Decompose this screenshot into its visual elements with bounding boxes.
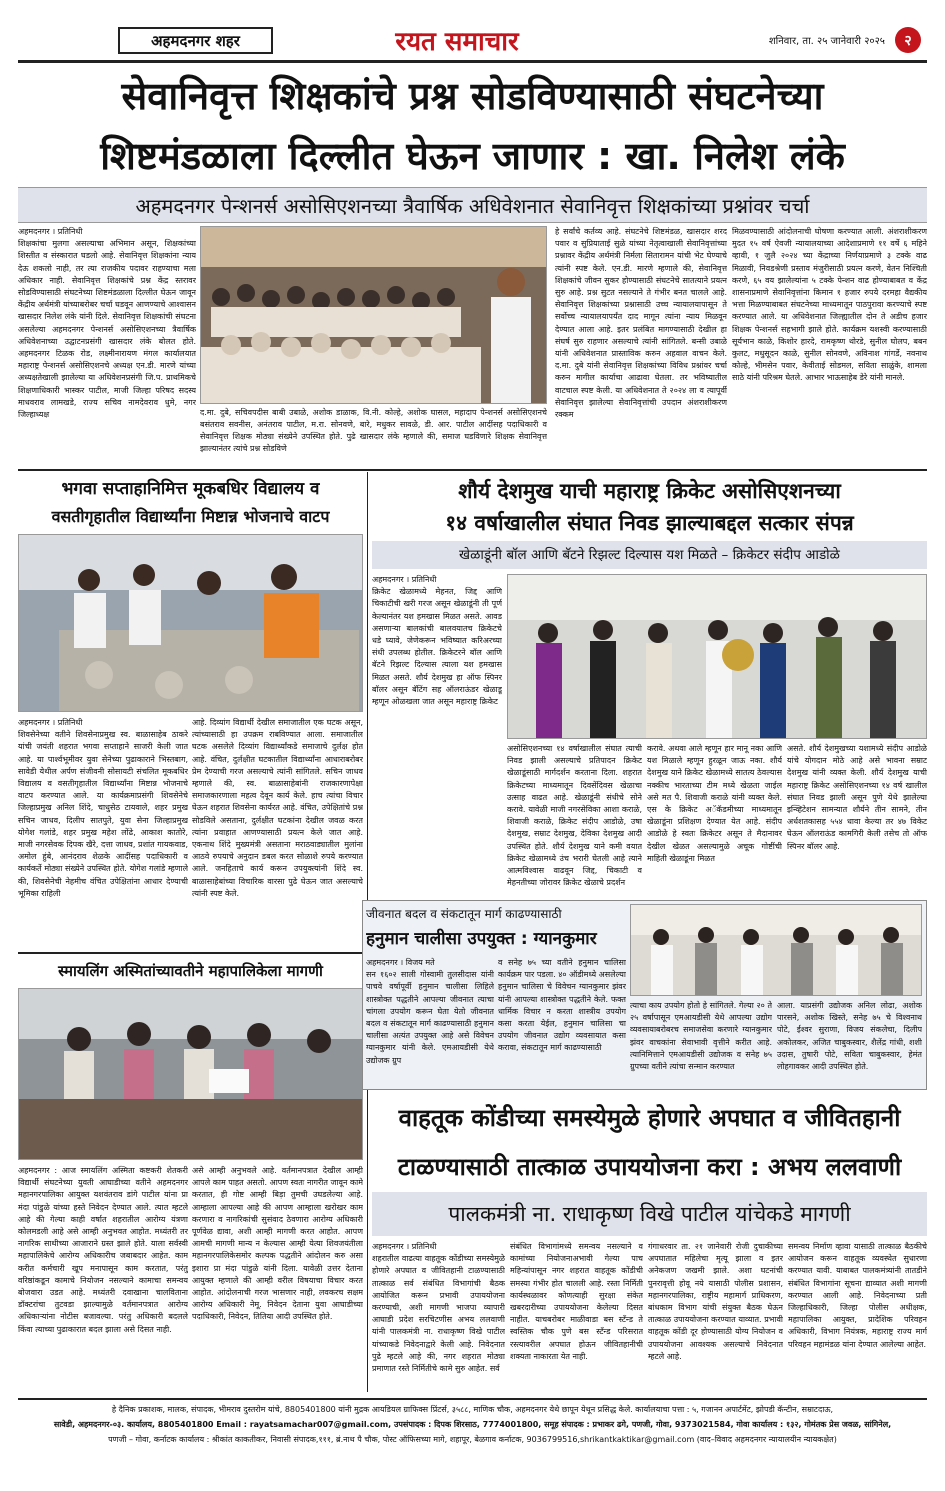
lead-headline-2: शिष्टमंडळाला दिल्लीत घेऊन जाणार : खा. निलेश लंके <box>100 134 845 178</box>
cricket-col-top: अहमदनगर । प्रतिनिधी क्रिकेट खेळामध्ये मेहनत, जिद्द आणि चिकाटीची खरी गरज असून खेळाडूंनी ती पूर्ण केल्यानंतर यश हमखास मिळत असते. आवड असणाऱ्या बालकांची बालवयातच क्रिकेटचे धडे घ्यावे, जेणेकरून भविष्यात करिअरच्या संधी उपलब्ध होतील. क्रिकेटरने बॉल आणि बॅटने रिझल्ट दिल्यास त्याला यश हमखास मिळत असते. शौर्य देशमुख हा ऑफ स्पिनर बॉलर असून बॅटिंग सह ऑलराऊंडर खेळाडू म्हणून ओळखला जात असून महाराष्ट्र क्रिकेट <box>372 575 502 707</box>
page-number-badge <box>895 27 921 53</box>
hanuman-col-1: अहमदनगर । विजय मते सन १६०२ साली गोस्वामी तुलसीदास यांनी पाचवे वर्षापूर्वी हनुमान चालीसा लिहिले शास्त्रोक्त पद्धतीने आपल्या जीवनात त्याचा चांगला उपयोग करून घेता येतो जीवनात बदल व संकटातून मार्ग काढण्यासाठी हनुमान चालीसा अत्यंत उपयुक्त आहे असे विवेचन ग्यानकुमार यांनी केले. एमआयडीसी येथे उद्योजक ग्रुप <box>366 958 494 1065</box>
lead-col-3: हे सर्वांचे कर्तव्य आहे. संघटनेचे शिष्टमंडळ, खासदार शरद पवार व सुप्रियाताई सुळे यांच्या नेतृत्वाखाली सेवानिवृत्तांच्या प्रश्नावर केंद्रीय अर्थमंत्री निर्मला सितारामन यांची भेट घेण्याचे त्यांनी स्पष्ट केले. एन.डी. मारणे म्हणाले की, सेवानिवृत्त शिक्षकांचे जीवन सुकर होण्यासाठी संघटनेचे सातत्याने प्रयत्न सुरु आहे. प्रश्न सुटत नसल्याने ते गंभीर बनत चालले आहे. सेवानिवृत्त शिक्षकांच्या प्रश्नासाठी उच्च न्यायालयापासून ते सर्वोच्च न्यायालयापर्यंत दाद मागून त्यांना न्याय मिळवून देण्यात आला आहे. इतर प्रलंबित मागण्यासाठी देखील हा संघर्ष सुरु राहणार असल्याचे त्यांनी सांगितले. बन्सी उबाळे यांनी अधिवेशनात प्रास्ताविक करुन अहवाल वाचन केले. द.मा. दुबे यांनी सेवानिवृत्त शिक्षकांच्या विविध प्रश्नांवर चर्चा करुन मागील कार्याचा आढावा घेतला. तर भविष्यातील वाटचाल स्पष्ट केली. या अधिवेशनात ते २०२४ ला व त्यापूर्वी सेवानिवृत्त झालेल्या सेवानिवृत्तांची उपदान अंशराशीकरण रक्कम <box>555 227 727 420</box>
cricket-photo <box>507 574 927 739</box>
hanuman-col-2: व सनेह ७५ च्या वतीने हनुमान चालिसा कार्यक्रम पार पडला. ४० ऑडीमध्ये असलेल्या हनुमान चालिसा चे विवेचन ग्यानकुमार झंवर यांनी आपल्या शास्त्रोक्त पद्धतीने केले. फक्त धार्मिक विचार न करता शास्त्रीय उपयोग कसा करता येईल, हनुमान चालिसा चा उपयोग जीवनात उद्योग व्यवसायात कसा करावा, संकटातून मार्ग काढण्यासाठी <box>498 958 626 1053</box>
masthead-divider <box>18 60 927 63</box>
cricket-subhead-box <box>372 541 927 569</box>
masthead-section-box <box>118 27 273 54</box>
school-headline-1: भगवा सप्ताहानिमित्त मूकबधिर विद्यालय व <box>61 479 320 499</box>
felicitation-photo <box>508 575 927 739</box>
hanuman-col-3: त्याचा काय उपयोग होतो हे सांगितले. गेल्या २० ते २५ वर्षापासून एमआयडीसी येथे आपल्या उद्योग व्यवसायाबरोबरच समाजसेवा करणारे ग्यानकुमार झंवर वाचकांना सेवाभावी वृत्तीने करीत आहे. त्यानिमित्ताने एमआयडीसी उद्योजक व सनेह ७५ ग्रुपच्या वतीने त्यांचा सन्मान करण्यात <box>630 1001 772 1072</box>
cricket-col-3: असते. शौर्य देशमुखच्या यशामध्ये संदीप आडोळे यांचे योगदान मोठे आहे असे भावना सम्राट देशमुख यांनी व्यक्त केली. शौर्य देशमुख याची महाराष्ट्र क्रिकेट असोसिएशनच्या १४ वर्ष खालील संघात निवड झाली असून पुणे येथे झालेल्या इन्व्हिटेशन सामन्यात शौर्यने तीन सामने, तीन अर्धशतकासह ५५४ धावा केल्या तर ४७ विकेट घेऊन ऑलराऊंड कामगिरी केली तसेच तो ऑफ स्पिनर बॉलर आहे. <box>787 744 927 851</box>
cricket-col-1: असोसिएशनच्या १४ वर्षाखालील संघात त्याची निवड झाली असल्याचे प्रतिपादन क्रिकेट खेळाडूंसाठी मार्गदर्शन करताना दिला. शहरात क्रिकेटच्या माध्यमातून दिवसेंदिवस खेळाचा उत्साह वाढत आहे. खेळाडूंनी संधीचे सोने करावे. यावेळी माजी नगरसेविका आशा कराळे, शिवाजी कराळे, क्रिकेट संदीप आडोळे, उषा देशमुख, सम्राट देशमुख, देविका देशमुख आदी उपस्थित होते. शौर्य देशमुख याने कमी वयात क्रिकेट खेळामध्ये उंच भरारी घेतली आहे त्याने आत्मविश्वास वाढवून जिद्द, चिकाटी व मेहनतीच्या जोरावर क्रिकेट खेळाचे प्रदर्शन <box>507 744 642 888</box>
school-col-1: अहमदनगर । प्रतिनिधी शिवसेनेच्या वतीने शिवसेनाप्रमुख स्व. बाळासाहेब ठाकरे यांची जयंती शहरात भगवा सप्ताहाने साजरी केली जात आहे. या पार्श्वभूमीवर युवा सेनेच्या पुढाकाराने भिस्तबाग, सावेडी येथील अर्पण संजीवनी सोसायटी संचलित मूकबधिर विद्यालय व वसतीगृहातील विद्यार्थ्यांना मिष्टान्न भोजनाचे वाटप करण्यात आले. या कार्यक्रमाप्रसंगी शिवसेनेचे जिल्हाप्रमुख अनिल शिंदे, चाधुसेठ टायवाले, शहर प्रमुख सचिन जाधव, दिलीप सातपुते, युवा सेना जिल्हाप्रमुख योगेश गलांडे, शहर प्रमुख महेश लोंढे, आकाश कातोरे, माजी नगरसेवक दिपक खैरे, दत्ता जाधव, प्रशांत गायकवाड, अमोल हुंबे, आनंदराव शेळके आदींसह पदाधिकारी व कार्यकर्ते मोठ्या संख्येने उपस्थित होते. योगेश गलांडे म्हणाले की, शिवसेनेची नेहमीच वंचित उपेक्षितांना आधार देण्याची भूमिका राहिली <box>18 718 188 898</box>
lead-headline-1: सेवानिवृत्त शिक्षकांचे प्रश्न सोडविण्यासाठी संघटनेच्या <box>121 74 824 118</box>
lead-subhead: अहमदनगर पेन्शनर्स असोसिएशनच्या त्रैवार्षिक अधिवेशनात सेवानिवृत्त शिक्षकांच्या प्रश्नांवर चर्चा <box>135 194 810 218</box>
traffic-col-4: समन्वय निर्माण व्हावा यासाठी तात्काळ बैठकीचे आयोजन करून वाहतूक व्यवस्थेत सुधारणा करण्यात यावी. याबाबत पालकमंत्र्यांनी तातडीने संबंधित विभागांना सूचना द्याव्यात अशी मागणी करण्यात आली आहे. निवेदनाच्या प्रती जिल्हाधिकारी, जिल्हा पोलीस अधीक्षक, महापालिका आयुक्त, प्रादेशिक परिवहन अधिकारी, विभाग नियंत्रक, महाराष्ट्र राज्य मार्ग परिवहन महामंडळ यांना देण्यात आलेल्या आहेत. <box>788 1242 927 1349</box>
traffic-subhead-box <box>372 1192 927 1236</box>
skating-photo <box>18 988 363 1160</box>
hanuman-photo <box>630 904 922 996</box>
cricket-headline-1: शौर्य देशमुख याची महाराष्ट्र क्रिकेट असोसिएशनच्या <box>458 479 841 503</box>
school-col-2: आहे. दिव्यांग विद्यार्थी देखील समाजातील एक घटक असून, त्यांच्यासाठी हा उपक्रम राबविण्यात आला. समाजातील घटक असलेले दिव्यांग विद्यार्थ्यांकडे समाजाचे दुर्लक्ष होत आहे. वंचित, दुर्लक्षीत घटकातील विद्यार्थ्यांना आधाराबरोबर प्रेम देण्याची गरज असल्याचे त्यांनी सांगितले. सचिन जाधव म्हणाले की, स्व. बाळासाहेबांनी राजकारणापेक्षा समाजकारणाला महत्व देवून कार्य केले. हाच त्यांचा विचार घेऊन शहरात शिवसेना कार्यरत आहे. वंचित, उपेक्षितांचे प्रश्न सोडविले असताना, दुर्लक्षीत घटकांना देखील जवळ करत त्यांना प्रवाहात आणण्यासाठी प्रयत्न केले जात आहे. एकनाथ शिंदे मुख्यमंत्री असताना मराठवाड्यातील मुलांना आठवे रुपयाचे अनुदान डबल करत सोळाशे रुपये करण्यात आले. जनहिताचे कार्य करून उपयुक्त्यांनी शिंदे स्व. बाळासाहेबांच्या विचारिक वारसा पुढे घेऊन जात असल्याचे त्यांनी स्पष्ट केले. <box>192 718 363 898</box>
masthead-section: अहमदनगर शहर <box>151 31 240 50</box>
school-divider <box>18 952 363 954</box>
traffic-col-1: अहमदनगर । प्रतिनिधी शहरातील वाढत्या वाहतूक कोंडीच्या समस्येमुळे होणारे अपघात व जीवितहानी टाळण्यासाठी तात्काळ सर्व संबंधित विभागांची बैठक आयोजित करून प्रभावी उपाययोजना करण्याची, अशी मागणी भाजपा व्यापारी आघाडी प्रदेश सरचिटणीस अभय ललवाणी यांनी पालकमंत्री ना. राधाकृष्ण विखे पाटील यांच्याकडे निवेदनाद्वारे केली आहे. निवेदनात पुढे म्हटले आहे की, नगर शहरात मोठ्या प्रमाणात रस्ते निर्मितीचे कामे सुरु आहेत. सर्व <box>372 1242 505 1374</box>
traffic-col-3: गंगाधरवार ता. २१ जानेवारी रोजी दुचाकीच्या अपघातात महिलेचा मृत्यू झाला व इतर अनेकजण जखमी झाले. अशा घटनांची पुनरावृत्ती होवू नये यासाठी पोलीस प्रशासन, महानगरपालिका, राष्ट्रीय महामार्ग प्राधिकरण, बांधकाम विभाग यांची संयुक्त बैठक घेऊन तात्काळ उपाययोजना करण्यात याव्यात. प्रभावी वाहतूक कोंडी दूर होण्यासाठी योग्य नियोजन व उपाययोजना आवश्यक असल्याचे निवेदनात म्हटले आहे. <box>648 1242 783 1361</box>
traffic-headline-1: वाहतूक कोंडीच्या समस्येमुळे होणारे अपघात व जीवितहानी <box>398 1104 901 1132</box>
conference-photo <box>201 227 547 404</box>
footer-line-2: सावेडी, अहमदनगर-०३. कार्यालय, 8805401800 Email : rayatsamachar007@gmail.com, उपसंपादक : दिपक शिरसाठ, 7774001800, समूह संपादक : प्रभाकर ढगे, पणजी, गोवा, 9373021584, गोवा कार्यालय : १३२, गोमंतक प्रेस जवळ, सांगिनेल, <box>53 1420 892 1429</box>
school-headline-2: वसतीगृहातील विद्यार्थ्यांना मिष्टान्न भोजनाचे वाटप <box>51 507 330 526</box>
traffic-subhead: पालकमंत्री ना. राधाकृष्ण विखे पाटील यांचेकडे मागणी <box>448 1202 851 1226</box>
cricket-subhead: खेळाडूंनी बॉल आणि बॅटने रिझल्ट दिल्यास यश मिळते – क्रिकेटर संदीप आडोळे <box>459 547 840 563</box>
hanuman-col-4: आला. याप्रसंगी उद्योजक अनिल लोढा, अशोक पारसने, अशोक खिस्ते, सनेह ७५ चे विश्वनाथ पोटे, ईश्वर सुराणा, विजय संकलेचा, दिलीप अकोलकर, अजित चाबुकस्वार, शैलेंद्र गांधी, शशी उदास, तुषारी पोटे, सविता चाबुकस्वार, हेमंत लोहगावकर आदी उपस्थित होते. <box>777 1001 922 1072</box>
students-meal-photo <box>19 535 363 712</box>
hanuman-kicker: जीवनात बदल व संकटातून मार्ग काढण्यासाठी <box>366 907 562 921</box>
memorandum-photo <box>19 989 363 1160</box>
lead-col-1: अहमदनगर । प्रतिनिधी शिक्षकांचा मुलगा असल्याचा अभिमान असून, शिक्षकांच्या शिस्तीत व संस्कारात घडलो आहे. सेवानिवृत्त शिक्षकांना न्याय देऊ शकलो नाही, तर त्या राजकीय पदावर राहण्याचा मला अधिकार नाही. सेवानिवृत्त शिक्षकांचे प्रश्न केंद्र स्तरावर सोडविण्यासाठी संघटनेच्या शिष्टमंडळाला दिल्लीत घेऊन जावून केंद्रीय अर्थमंत्री यांच्याबरोबर चर्चा घडवून आणण्याचे आश्वासन खासदार निलेश लंके यांनी दिले. सेवानिवृत्त शिक्षकांची संघटना असलेल्या अहमदनगर पेन्शनर्स असोसिएशनच्या त्रैवार्षिक अधिवेशनाच्या उद्घाटनप्रसंगी खासदार लंके बोलत होते. अहमदनगर टिळक रोड, लक्ष्मीनारायण मंगल कार्यालयात महाराष्ट्र पेन्शनर्स असोसिएशनचे अध्यक्ष एन.डी. मारणे यांच्या अध्यक्षतेखाली झालेल्या या अधिवेशनप्रसंगी जि.प. प्राथमिकचे शिक्षणाधिकारी भास्कर पाटील, माजी जिल्हा परिषद सदस्य माधवराव लामखडे, राज्य सचिव नामदेवराव धुमे, नगर जिल्हाध्यक्ष <box>18 227 196 420</box>
cricket-headline-2: १४ वर्षाखालील संघात निवड झाल्याबद्दल सत्कार संपन्न <box>445 511 854 535</box>
cricket-col-2: करावे. अथवा आले म्हणून हार मानू नका आणि यश मिळाले म्हणून हुरळून जाऊ नका. शौर्य देशमुख याने क्रिकेट खेळामध्ये सातत्य ठेवल्यास नक्कीच भारताच्या टीम मध्ये खेळता जाईल असे मत पै. शिवाजी कराळे यांनी व्यक्त केले. एस के क्रिकेट अॅकॅडमीच्या माध्यमातून खेळाडूंना प्रशिक्षण देण्यात येत आहे. संदीप आडोळे हे स्वतः क्रिकेटर असून ते मैदानावर देखील खेळत असल्यामुळे अचूक गोष्टींची माहिती खेळाडूंना मिळत <box>647 744 782 863</box>
skating-headline: स्मायलिंग अस्मितांच्यावतीने महापालिकेला मागणी <box>58 962 323 980</box>
lead-col-4: मिळवण्यासाठी आंदोलनाची घोषणा करण्यात आली. अंशराशीकरण मुदत १५ वर्ष ऐवजी न्यायालयाच्या आदेशाप्रमाणे ११ वर्षे ६ महिने व्हावी, १ जुलै २०२४ च्या केंद्राच्या निर्णयाप्रमाणे ३ टक्के वाढ मिळावी, निवडश्रेणी प्रस्ताव मंजुरीसाठी प्रयत्न करणे, वेतन निश्चिती करणे, ६५ वय झालेल्यांना ५ टक्के पेन्शन वाढ होण्याबाबत व केंद्र शासनाप्रमाणे सेवानिवृत्तांना किमान १ हजार रुपये दरमहा वैद्यकीय भत्ता मिळण्याबाबत संघटनेच्या माध्यमातून पाठपुरावा करण्याचे स्पष्ट करण्यात आले. या अधिवेशनात जिल्ह्यातील दोन ते अडीच हजार शिक्षक पेन्शनर्स सहभागी झाले होते. कार्यक्रम यशस्वी करण्यासाठी सूर्यभान काळे, किशोर हारदे, रामकृष्ण थोरडे, सुनील घोलप, बबन कुलट, मधुसूदन काळे, सुनील सोनवणे, अविनाश गांगर्डे, नवनाथ कोल्हे, भीमसेन पवार, केवीताई सोडमल, सविता साळुंके, शामला साठे यांनी परिश्रम घेतले. आभार भाऊसाहेब डेरे यांनी मानले. <box>732 227 927 383</box>
masthead-date: शनिवार, ता. २५ जानेवारी २०२५ <box>768 36 885 47</box>
lead-photo-caption: द.मा. दुबे, सचिवपदीस बाबी उबाळे, अशोक डाळाक, वि.नी. कोल्हे, अशोक घासल, महादाप पेन्शनर्स असोसिएशनचे बसंतराव सवनीस, अनंतराव पाटील, म.रा. सोनवणे, बारे, मधुकर सावळे, डी. आर. पाटील आदींसह पदाधिकारी व सेवानिवृत्त शिक्षक मोठ्या संख्येने उपस्थित होते. पुढे खासदार लंके म्हणाले की, समाज घडविणारे शिक्षक सेवानिवृत्त झाल्यानंतर त्यांचे प्रश्न सोडविणे <box>200 408 547 453</box>
footer-line-1: हे दैनिक प्रकाशक, मालक, संपादक, भीमराव दुस्तरोम यांचे, 8805401800 यांनी मुद्रक आयडियल ग्राफिक्स प्रिंटर्स, ३५८८, माणिक चौक, अहमदनगर येथे छापून येथून प्रसिद्ध केले. कार्यालयाचा पत्ता : ५, गजानन अपार्टमेंट, झोपडी कॅन्टीन, सम्राटदाऊ, <box>111 1405 834 1414</box>
skating-col-2: असे आम्ही अनुभवले आहे. वर्तमानपत्रात देखील आम्ही आपले काम पाहत असतो. आपण स्वतः नागरीत जावून कामे करतात, ही गोष्ट आम्ही बिड़ा तुमची उघडलेल्या आहे. आम्हाला आपल्या आहे की आपण आम्हाला खरोखर काम करणारा व नागरिकांची सुसंवाद ठेवणारा आरोग्य अधिकारी पूर्णवेळ द्यावा, अशी आम्ही मागणी करत आहोत. आपण आमची मागणी मान्य न केल्यास आम्ही येत्या शिवजयंतीला महानगरपालिकेसमोर कल्पक पद्धतीने आंदोलन करु असा इशारा प्रा मंदा पांडुळे यांनी दिला. यावेळी उत्तर देताना आयुक्त म्हणाले की आम्ही वरील विषयाचा विचार करत आहोत. आंदोलनाची गरज भासणार नाही, लवकरच सक्षम आरोग्य अधिकारी नेमू. निवेदन देताना युवा आघाडीच्या पदाधिकारी, निवेदन, तितिया आदी उपस्थित होते. <box>192 1166 363 1322</box>
lead-subhead-box <box>18 187 927 223</box>
footer-line-3: पणजी – गोवा, कर्नाटक कार्यालय : श्रीकांत काकतीकर, निवासी संपादक,१११, ब्रं.नाथ पै चौक, पोस्ट ऑफिसच्या मागे, शहापूर, बेळगाव कर्नाटक, 9036799516,shrikantkaktikar@gmail.com (वाद–विवाद अहमदनगर न्यायालयीन न्यायकक्षेत) <box>108 1435 837 1444</box>
traffic-headline-2: टाळण्यासाठी तात्काळ उपाययोजना करा : अभय ललवाणी <box>397 1153 902 1181</box>
lead-divider <box>18 469 927 471</box>
lead-photo <box>200 226 547 404</box>
hanuman-headline: हनुमान चालीसा उपयुक्त : ग्यानकुमार <box>366 929 597 949</box>
masthead-logo: रयत समाचार <box>395 27 519 57</box>
lecture-photo <box>631 905 922 996</box>
school-photo <box>18 534 363 712</box>
footer-imprint <box>18 1402 927 1458</box>
skating-col-1: अहमदनगर : आज स्मायलिंग अस्मिता कष्टकरी शेतकरी विद्यार्थी संघटनेच्या युवती आघाडीच्या वतीने अहमदनगर महानगरपालिका आयुक्त यशवंतराव डांगे पाटील यांना प्रा मंदा पांडुळे यांच्या हस्ते निवेदन देण्यात आले. त्यात म्हटले आहे की गेल्या काही वर्षात शहरातील आरोग्य यंत्रणा कोलमडली आहे असे आम्ही अनुभवत आहोत. मध्यंतरी तर नागरिक साथीच्या आजाराने ग्रस्त झाले होते. याला सर्वस्वी महापालिकेचे आरोग्य अधिकारीच जबाबदार आहेत. काम करीत कर्मचारी खूप मनापासून काम करतात, परंतु वरिष्ठांकडून कामाचे नियोजन नसल्याने कामाचा समन्वय बोजवारा उडत आहे. मध्यंतरी दवाखाना चालविताना डॉक्टरांचा तुटवडा झाल्यामुळे वर्तमानपत्रात आरोग्य अधिकाऱ्यांना नोटीस बजावल्या. परंतु अधिकारी बदलले किंवा त्याच्या पुढाकारात बदल झाला असे दिसत नाही. <box>18 1166 188 1334</box>
traffic-col-2: संबंधित विभागांमध्ये समन्वय नसल्याने व कामांच्या नियोजनाअभावी गेल्या पाच महिन्यांपासून नगर शहरात वाहतूक कोंडीची समस्या गंभीर होत चालली आहे. रस्ता निर्मिती कार्यस्थळावर कोणत्याही सुरक्षा संकेत खबरदारीच्या उपाययोजना केलेल्या दिसत नाहीत. याचबरोबर माळीवाडा बस स्टँन्ड ते स्वस्तिक चौक पुणे बस स्टँन्ड परिसरात रस्त्यावरील अपघात होऊन जीवितहानीची शक्यता नाकारता येत नाही. <box>510 1242 643 1361</box>
footer-divider <box>18 1398 927 1400</box>
page-number: २ <box>904 32 912 49</box>
